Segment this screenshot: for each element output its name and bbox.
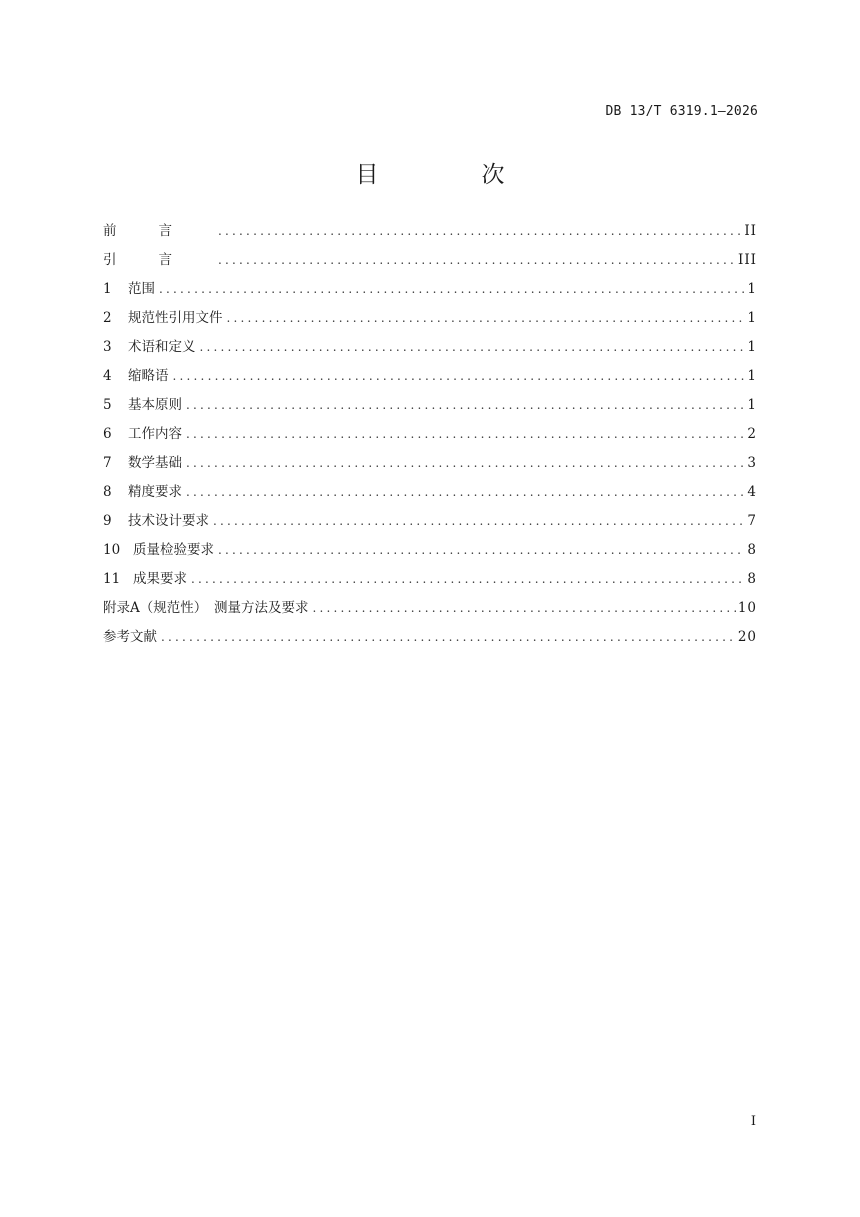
toc-item[interactable] — [103, 539, 757, 568]
toc-item-page: 1 — [747, 368, 757, 384]
toc-item-text: 数学基础 — [128, 455, 182, 471]
toc-item-text: 附录A（规范性） 测量方法及要求 — [103, 600, 309, 616]
toc-item-text: 范围 — [128, 281, 155, 297]
toc-item-text: 质量检验要求 — [133, 542, 214, 558]
toc-item-text: 精度要求 — [128, 484, 182, 500]
toc-item-label — [103, 394, 182, 416]
toc-item-page: 3 — [747, 455, 757, 471]
toc-item-label — [103, 597, 309, 619]
toc-item-text: 引言 — [103, 252, 214, 268]
toc-item[interactable] — [103, 394, 757, 423]
toc-item-number: 7 — [103, 455, 112, 471]
toc-item[interactable] — [103, 278, 757, 307]
toc-item-page: 2 — [747, 426, 757, 442]
toc-item-label — [103, 336, 196, 358]
toc-item-number: 8 — [103, 484, 112, 500]
toc-item-label — [103, 539, 214, 561]
toc-item-text: 工作内容 — [128, 426, 182, 442]
toc-item-number: 6 — [103, 426, 112, 442]
toc-item-page: II — [744, 223, 757, 239]
toc-item-page: 1 — [747, 339, 757, 355]
toc-item-number: 11 — [103, 571, 121, 587]
toc-item-text: 术语和定义 — [128, 339, 196, 355]
toc-item-text: 规范性引用文件 — [128, 310, 223, 326]
toc-item[interactable] — [103, 365, 757, 394]
toc-leader-dots — [186, 394, 745, 416]
toc-item-text: 技术设计要求 — [128, 513, 209, 529]
toc-item[interactable] — [103, 336, 757, 365]
toc-item-number: 9 — [103, 513, 112, 529]
toc-item-page: 8 — [747, 571, 757, 587]
page-number: I — [750, 1114, 756, 1129]
toc-item-page: 20 — [737, 629, 757, 645]
toc-item-label — [103, 249, 214, 271]
toc-item[interactable] — [103, 220, 757, 249]
toc-item[interactable] — [103, 452, 757, 481]
toc-item-label — [103, 510, 209, 532]
toc-item-page: 1 — [747, 281, 757, 297]
toc-item[interactable] — [103, 481, 757, 510]
toc-leader-dots — [313, 597, 736, 619]
toc-item-text: 缩略语 — [128, 368, 169, 384]
toc-leader-dots — [218, 220, 742, 242]
toc-item-number: 5 — [103, 397, 112, 413]
toc-item-label — [103, 220, 214, 242]
toc-item-text: 参考文献 — [103, 629, 157, 645]
toc-item-page: 8 — [747, 542, 757, 558]
toc-item-label — [103, 278, 155, 300]
toc-leader-dots — [191, 568, 745, 590]
toc-leader-dots — [159, 278, 745, 300]
toc-leader-dots — [186, 423, 745, 445]
toc-item-page: 1 — [747, 310, 757, 326]
toc-item-number: 1 — [103, 281, 112, 297]
toc-item-label — [103, 481, 182, 503]
toc-item[interactable] — [103, 249, 757, 278]
toc-item-number: 10 — [103, 542, 121, 558]
toc-item-page: III — [738, 252, 757, 268]
page-title: 目 次 — [355, 162, 545, 188]
toc-item[interactable] — [103, 597, 757, 626]
toc-item-page: 4 — [747, 484, 757, 500]
toc-item-label — [103, 307, 223, 329]
toc-item-number: 2 — [103, 310, 112, 326]
toc-item-text: 前言 — [103, 223, 214, 239]
toc-item-page: 10 — [737, 600, 757, 616]
toc-item[interactable] — [103, 510, 757, 539]
toc-leader-dots — [186, 452, 745, 474]
toc-item[interactable] — [103, 568, 757, 597]
table-of-contents — [103, 220, 757, 655]
toc-item-page: 7 — [747, 513, 757, 529]
toc-leader-dots — [218, 539, 745, 561]
toc-item-label — [103, 452, 182, 474]
toc-item-number: 4 — [103, 368, 112, 384]
toc-leader-dots — [173, 365, 746, 387]
toc-item[interactable] — [103, 307, 757, 336]
toc-leader-dots — [227, 307, 746, 329]
toc-leader-dots — [200, 336, 746, 358]
toc-item[interactable] — [103, 423, 757, 452]
toc-leader-dots — [186, 481, 745, 503]
toc-item-text: 基本原则 — [128, 397, 182, 413]
document-code: DB 13/T 6319.1—2026 — [605, 104, 758, 119]
toc-item-label — [103, 423, 182, 445]
toc-leader-dots — [161, 626, 736, 648]
toc-item-text: 成果要求 — [133, 571, 187, 587]
toc-item-page: 1 — [747, 397, 757, 413]
toc-item[interactable] — [103, 626, 757, 655]
toc-leader-dots — [213, 510, 745, 532]
toc-item-label — [103, 626, 157, 648]
toc-item-number: 3 — [103, 339, 112, 355]
toc-item-label — [103, 365, 169, 387]
toc-leader-dots — [218, 249, 736, 271]
toc-item-label — [103, 568, 187, 590]
